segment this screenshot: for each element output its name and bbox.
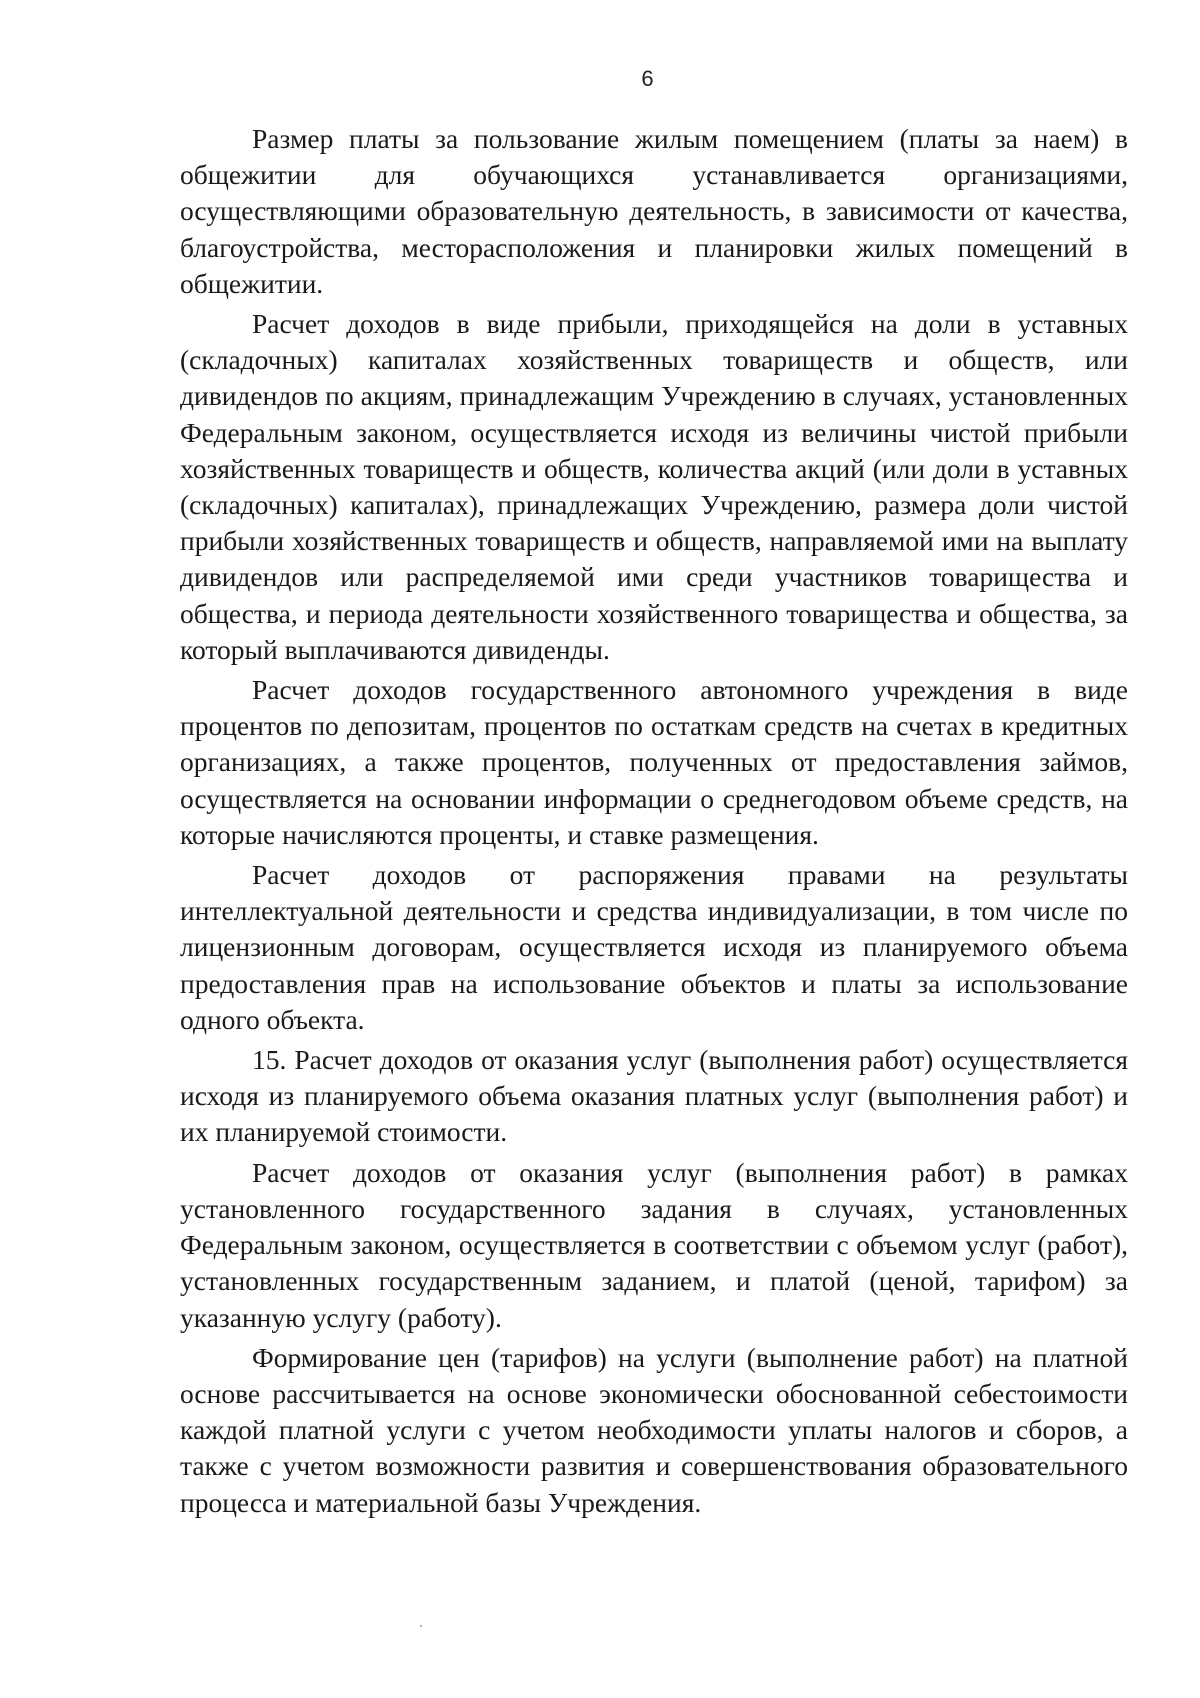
paragraph-state-task-income: Расчет доходов от оказания услуг (выполнения работ) в рамках установленного государственного задания в случаях, установленных Федеральным законом, осуществляется в соответствии с объемом услуг (работ), установленных государственным заданием, и платой (ценой, тарифом) за указанную услугу (работу).	[180, 1156, 1128, 1333]
paragraph-dormitory-fee: Размер платы за пользование жилым помещением (платы за наем) в общежитии для обучающихся устанавливается организациями, осуществляющими образовательную деятельность, в зависимости от качества, благоустройства, месторасположения и планировки жилых помещений в общежитии.	[180, 123, 1128, 299]
paragraph-section-15: 15. Расчет доходов от оказания услуг (выполнения работ) осуществляется исходя из планируемого объема оказания платных услуг (выполнения работ) и их планируемой стоимости.	[180, 1044, 1128, 1148]
paragraph-ip-rights-income: Расчет доходов от распоряжения правами на результаты интеллектуальной деятельности и средства индивидуализации, в том числе по лицензионным договорам, осуществляется исходя из планируемого объема предоставления прав на использование объектов и платы за использование одного объекта.	[180, 859, 1128, 1035]
paragraph-pricing: Формирование цен (тарифов) на услуги (выполнение работ) на платной основе рассчитывается на основе экономически обоснованной себестоимости каждой платной услуги с учетом необходимости уплаты налогов и сборов, а также с учетом возможности развития и совершенствования образовательного процесса и материальной базы Учреждения.	[180, 1341, 1128, 1518]
paragraph-interest-income: Расчет доходов государственного автономного учреждения в виде процентов по депозитам, процентов по остаткам средств на счетах в кредитных организациях, а также процентов, полученных от предоставления займов, осуществляется на основании информации о среднегодовом объеме средств, на которые начисляются проценты, и ставке размещения.	[180, 674, 1128, 850]
document-body	[180, 121, 1128, 1525]
page-number: 6	[641, 66, 654, 91]
scan-artifact	[420, 1625, 422, 1627]
paragraph-profit-income: Расчет доходов в виде прибыли, приходящейся на доли в уставных (складочных) капиталах хозяйственных товариществ и обществ, или дивидендов по акциям, принадлежащим Учреждению в случаях, установленных Федеральным законом, осуществляется исходя из величины чистой прибыли хозяйственных товариществ и обществ, количества акций (или доли в уставных (складочных) капиталах), принадлежащих Учреждению, размера доли чистой прибыли хозяйственных товариществ и обществ, направляемой ими на выплату дивидендов или распределяемой ими среди участников товарищества и общества, и периода деятельности хозяйственного товарищества и общества, за который выплачиваются дивиденды.	[180, 308, 1128, 665]
